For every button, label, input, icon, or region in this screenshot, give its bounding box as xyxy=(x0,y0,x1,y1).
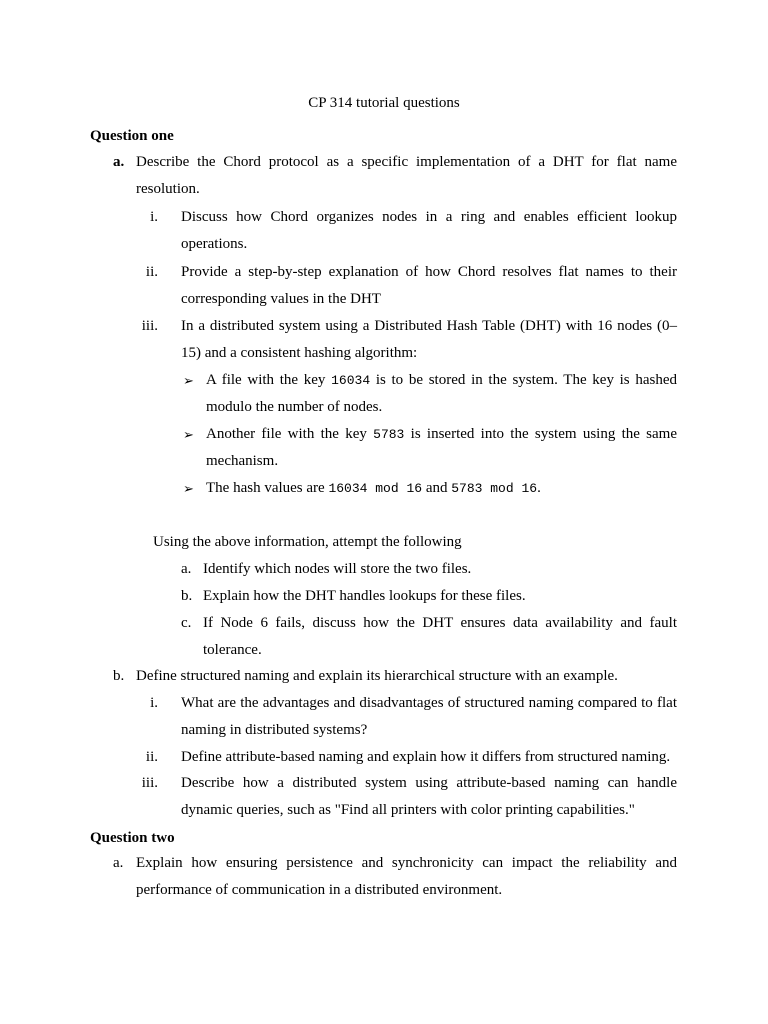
bullet-item xyxy=(183,367,677,421)
list-item-text: In a distributed system using a Distributed Hash Table (DHT) with 16 nodes (0–15) and a consistent hashing algorithm: xyxy=(181,318,677,361)
list-item-text: If Node 6 fails, discuss how the DHT ensures data availability and fault tolerance. xyxy=(203,615,677,658)
list-marker: iii. xyxy=(141,775,158,791)
document-title: CP 314 tutorial questions xyxy=(308,95,460,111)
q1-item-a xyxy=(113,149,677,203)
question-one-heading: Question one xyxy=(90,128,174,144)
list-marker: ii. xyxy=(145,264,158,280)
list-marker: c. xyxy=(181,615,192,631)
list-marker: i. xyxy=(150,209,158,225)
arrow-bullet-icon: ➢ xyxy=(183,481,194,496)
sub-item-c xyxy=(181,610,677,664)
list-marker: ii. xyxy=(145,749,158,765)
q1-a-item-i xyxy=(140,204,677,258)
list-marker: b. xyxy=(113,668,125,684)
q1-item-b xyxy=(113,663,677,690)
list-marker: iii. xyxy=(141,318,158,334)
list-item-text: What are the advantages and disadvantages of structured naming compared to flat naming in distributed systems? xyxy=(181,695,677,738)
arrow-bullet-icon: ➢ xyxy=(183,427,194,442)
list-marker: a. xyxy=(113,154,125,170)
q1-b-item-ii xyxy=(140,744,677,771)
code-expression: 5783 mod 16 xyxy=(451,481,538,496)
list-marker: a. xyxy=(113,855,124,871)
question-two-heading: Question two xyxy=(90,830,175,846)
list-item-text: Describe how a distributed system using attribute-based naming can handle dynamic queries, such as "Find all printers with color printing capabilities." xyxy=(181,775,677,818)
list-item-text: Explain how the DHT handles lookups for these files. xyxy=(203,588,526,604)
list-item-text: A file with the key 16034 is to be stored in the system. The key is hashed modulo the number of nodes. xyxy=(206,372,677,415)
arrow-bullet-icon: ➢ xyxy=(183,373,194,388)
list-item-text: Another file with the key 5783 is inserted into the system using the same mechanism. xyxy=(206,426,678,469)
bullet-item xyxy=(183,475,677,502)
list-item-text: Explain how ensuring persistence and synchronicity can impact the reliability and performance of communication in a distributed environment. xyxy=(136,855,677,898)
list-item-text: Describe the Chord protocol as a specific implementation of a DHT for flat name resolution. xyxy=(136,154,677,197)
code-key: 5783 xyxy=(373,427,405,442)
list-marker: i. xyxy=(150,695,158,711)
list-item-text: Discuss how Chord organizes nodes in a ring and enables efficient lookup operations. xyxy=(181,209,677,252)
sub-item-b xyxy=(181,583,677,610)
list-marker: a. xyxy=(181,561,192,577)
list-item-text: Provide a step-by-step explanation of how Chord resolves flat names to their corresponding values in the DHT xyxy=(181,264,677,307)
sub-item-a xyxy=(181,556,677,583)
q2-item-a xyxy=(113,850,677,904)
list-item-text: The hash values are 16034 mod 16 and 5783 mod 16. xyxy=(206,480,541,496)
list-marker: b. xyxy=(181,588,193,604)
q1-a-item-iii xyxy=(140,313,677,367)
code-key: 16034 xyxy=(331,373,371,388)
code-expression: 16034 mod 16 xyxy=(328,481,423,496)
q1-a-item-ii xyxy=(140,259,677,313)
list-item-text: Define structured naming and explain its hierarchical structure with an example. xyxy=(136,668,618,684)
bullet-item xyxy=(183,421,677,475)
list-item-text: Define attribute-based naming and explain how it differs from structured naming. xyxy=(181,749,671,765)
q1-b-item-i xyxy=(140,690,677,744)
list-item-text: Identify which nodes will store the two files. xyxy=(203,561,472,577)
q1-b-item-iii xyxy=(140,770,677,824)
instruction-text: Using the above information, attempt the following xyxy=(153,534,462,550)
